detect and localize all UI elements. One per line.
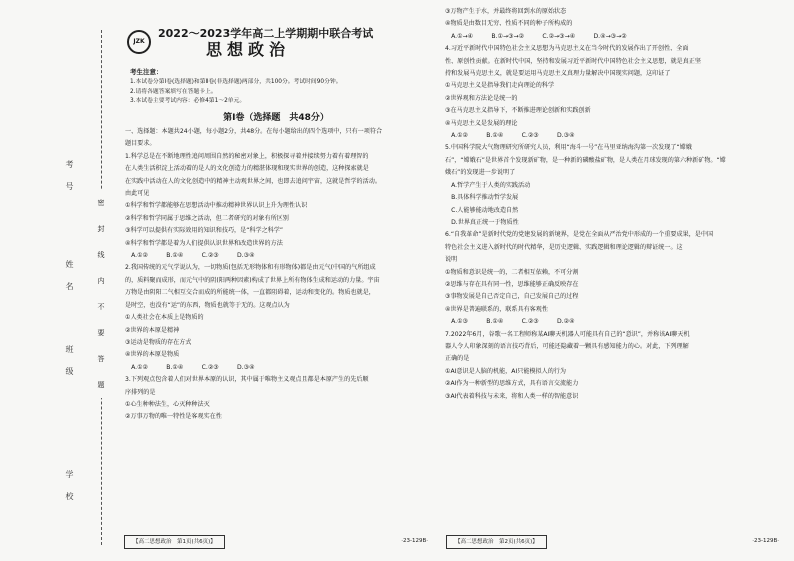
binding-margin xyxy=(0,0,118,561)
text-line: ④物质是由数目无穷、性质不同的种子所构成的 xyxy=(445,20,573,28)
page-1-footer xyxy=(124,535,428,549)
text-line: 的，质料聚而成形，而元气中的阴(阳两种因素)构成了世界上所有物体生成和运动的力量。宇宙 xyxy=(125,276,380,284)
text-line: 4.习近平新时代中国特色社会主义思想为马克思主义在当今时代的发展作出了开创性、全面 xyxy=(445,45,689,53)
text-line: ③运动是物质的存在方式 xyxy=(125,338,192,346)
text-line: 由此可见 xyxy=(125,190,150,198)
text-line: ②世界观和方法论是统一的 xyxy=(445,94,518,102)
notes-line: 2.请将各题答案填写在答题卡上。 xyxy=(130,88,217,95)
text-line: ④世界是普遍联系的，联系具有客观性 xyxy=(445,305,548,313)
text-line: 是时空，也没有“运”的东西，物质也就等于无的。这观点认为 xyxy=(125,301,290,309)
text-line: ①马克思主义是指导我们走向理论的科学 xyxy=(445,82,555,90)
page-1-questions xyxy=(125,126,430,424)
page-1 xyxy=(118,0,434,561)
text-line: 万物是由阴阳二气相互交合而成的所能统一体，一直都阻碍着，运动和变化的。物质也就是， xyxy=(125,289,375,297)
text-line: A.①② B.①④ C.②③ D.③④ xyxy=(125,363,255,371)
text-line: A.哲学产生于人类的实践活动 xyxy=(445,181,531,189)
text-line: 石”，“嫦娥石”是世界首个发现新矿物，是一种新的磷酸盐矿物，是人类在月球发现的第六种新矿物。“嫦 xyxy=(445,156,726,164)
text-line: ②世界的本原是精神 xyxy=(125,326,180,334)
text-line: ①人类社会在本质上是物质的 xyxy=(125,314,204,322)
text-line: ③事物发展是自己否定自己，自己发展自己的过程 xyxy=(445,293,579,301)
text-line: ②AI作为一种新型的思维方式，具有语言交流能力 xyxy=(445,380,579,388)
notes-line: 1.本试卷分第Ⅰ卷(选择题)和第Ⅱ卷(非选择题)两部分，共100分。考试时间90分钟。 xyxy=(130,78,342,85)
text-line: 序排列的是 xyxy=(125,388,156,396)
text-line: ①物质和意识是统一的，二者相互依赖，不可分割 xyxy=(445,268,579,276)
text-line: C.人能够能动地改造自然 xyxy=(445,206,519,214)
text-line: ③科学可以提供有实际效用的知识和技巧，是“科学之科学” xyxy=(125,227,284,235)
text-line: A.①→④ B.①→③→② C.②→③→④ D.④→③→② xyxy=(445,32,627,40)
text-line: 6.“自我革命”是新时代党的党建发展的新境界，是党在全面从严治党中形成的一个重要成果，是中国 xyxy=(445,231,714,239)
text-line: 说明 xyxy=(445,256,458,264)
notes-line: 3.本试卷主要考试内容：必修4第1～2单元。 xyxy=(130,98,246,105)
notes-heading: 考生注意： xyxy=(130,68,163,76)
text-line: 正确的是 xyxy=(445,355,470,363)
footer-page-label: 【高二思想政治 第2页(共6页)】 xyxy=(446,535,547,549)
footer-code: ·23-129B· xyxy=(401,537,428,544)
text-line: ④世界的本原是物质 xyxy=(125,351,180,359)
page-2 xyxy=(440,0,785,561)
text-line: 2.我国传统的元气学说认为，一切物质(包括无形物体和有形物体)都是由元气(中国的气所组成 xyxy=(125,264,376,272)
text-line: 在实践中活动在人的文化创造中的精神主动观世界之间，也即去追问宇宙，这就是哲学的活动。 xyxy=(125,177,381,185)
label-name: 姓名 xyxy=(65,260,74,304)
text-line: A.①② B.①④ C.②③ D.③④ xyxy=(125,252,255,260)
text-line: ③AI代表着科技与未来，将和人类一样的智能意识 xyxy=(445,392,579,400)
text-line: 娥石”的发现进一步说明了 xyxy=(445,169,516,177)
text-line: ①AI意识是人脑的机能，AI只能模拟人的行为 xyxy=(445,367,566,375)
text-line: 持和发展马克思主义，就是要运用马克思主义真理力量解决中国现实问题，这印证了 xyxy=(445,70,671,78)
section-title: 第Ⅰ卷（选择题 共48分） xyxy=(223,113,329,123)
text-line: 性、原创性贡献。在新时代中国，坚持和发展习近平新时代中国特色社会主义思想，就是真正坚 xyxy=(445,57,701,65)
text-line: 器人令人印象深刻的语言技巧背后，可能还隐藏着一颗具有感知能力的心。对此，下列理解 xyxy=(445,342,689,350)
page-2-questions xyxy=(445,6,783,403)
exam-subject: 思想政治 xyxy=(206,40,291,59)
text-line: 3.下列观点包含着人们对世界本原的认识，其中属于唯物主义观点且都是本原产生的先后顺 xyxy=(125,376,369,384)
text-line: 7.2022年6月，谷歌一名工程师称某AI聊天机器人可能具有自己的“意识”，并称该AI聊天机 xyxy=(445,330,690,338)
text-line: 特色社会主义进入新时代的时代精华，是历史逻辑、实践逻辑和理论逻辑的辩证统一。这 xyxy=(445,243,683,251)
text-line: ②科学和哲学同属于思维之活动，但二者研究的对象有所区别 xyxy=(125,214,289,222)
text-line: B.具体科学推动哲学发展 xyxy=(445,194,519,202)
text-line: ③在马克思主义指导下，不断推进理论创新和实践创新 xyxy=(445,107,591,115)
footer-code: ·23-129B· xyxy=(752,537,779,544)
label-class: 班级 xyxy=(65,345,74,389)
page-2-footer xyxy=(446,535,779,549)
label-school: 学校 xyxy=(65,470,74,514)
text-line: 题目要求。 xyxy=(125,140,156,148)
text-line: ①心生种种法生，心灭种种法灭 xyxy=(125,400,210,408)
exam-logo-icon: JZK xyxy=(127,30,151,54)
text-line: 一、选择题：本题共24小题，每小题2分，共48分。在每小题给出的四个选项中，只有一项符合 xyxy=(125,128,383,135)
text-line: 5.中国科学院大气物理研究所研究人员，利用“海斗一号”在马里亚纳海沟第一次发现了“嫦娥 xyxy=(445,144,692,152)
text-line: ②思维与存在具有同一性，思维能够正确反映存在 xyxy=(445,280,579,288)
exam-notes xyxy=(130,68,430,107)
label-exam-number: 考号 xyxy=(65,160,74,204)
text-line: 在人类生活积淀上活动着的是人的文化创造力的精湛体现和现实世界的创造，这种探索就是 xyxy=(125,165,369,173)
text-line: ②万事万物的唯一特性是客观实在性 xyxy=(125,413,222,421)
text-line: ①科学和哲学都能够在思想活动中推动精神世界认识上升为理性认识 xyxy=(125,202,308,210)
exam-title: 2022～2023学年高二上学期期中联合考试 xyxy=(158,27,374,40)
footer-page-label: 【高二思想政治 第1页(共6页)】 xyxy=(124,535,225,549)
text-line: ④科学和哲学都是着为人们提供认识世界和改造世界的方法 xyxy=(125,239,283,247)
text-line: ④马克思主义是发展的理论 xyxy=(445,119,518,127)
text-line: D.世界真正统一于物质性 xyxy=(445,218,519,226)
seal-text: 密 封 线 内 不 要 答 题 xyxy=(96,190,106,398)
text-line: ③万物产生于水，并最终将回到水的原始状态 xyxy=(445,8,567,15)
text-line: A.①② B.①④ C.②③ D.③④ xyxy=(445,132,575,140)
text-line: A.①③ B.①④ C.②③ D.②④ xyxy=(445,318,575,326)
text-line: 1.科学总是在不断地理性追问周围自然的秘密对象上，积极探寻着并接续努力着有着理智的 xyxy=(125,152,369,160)
